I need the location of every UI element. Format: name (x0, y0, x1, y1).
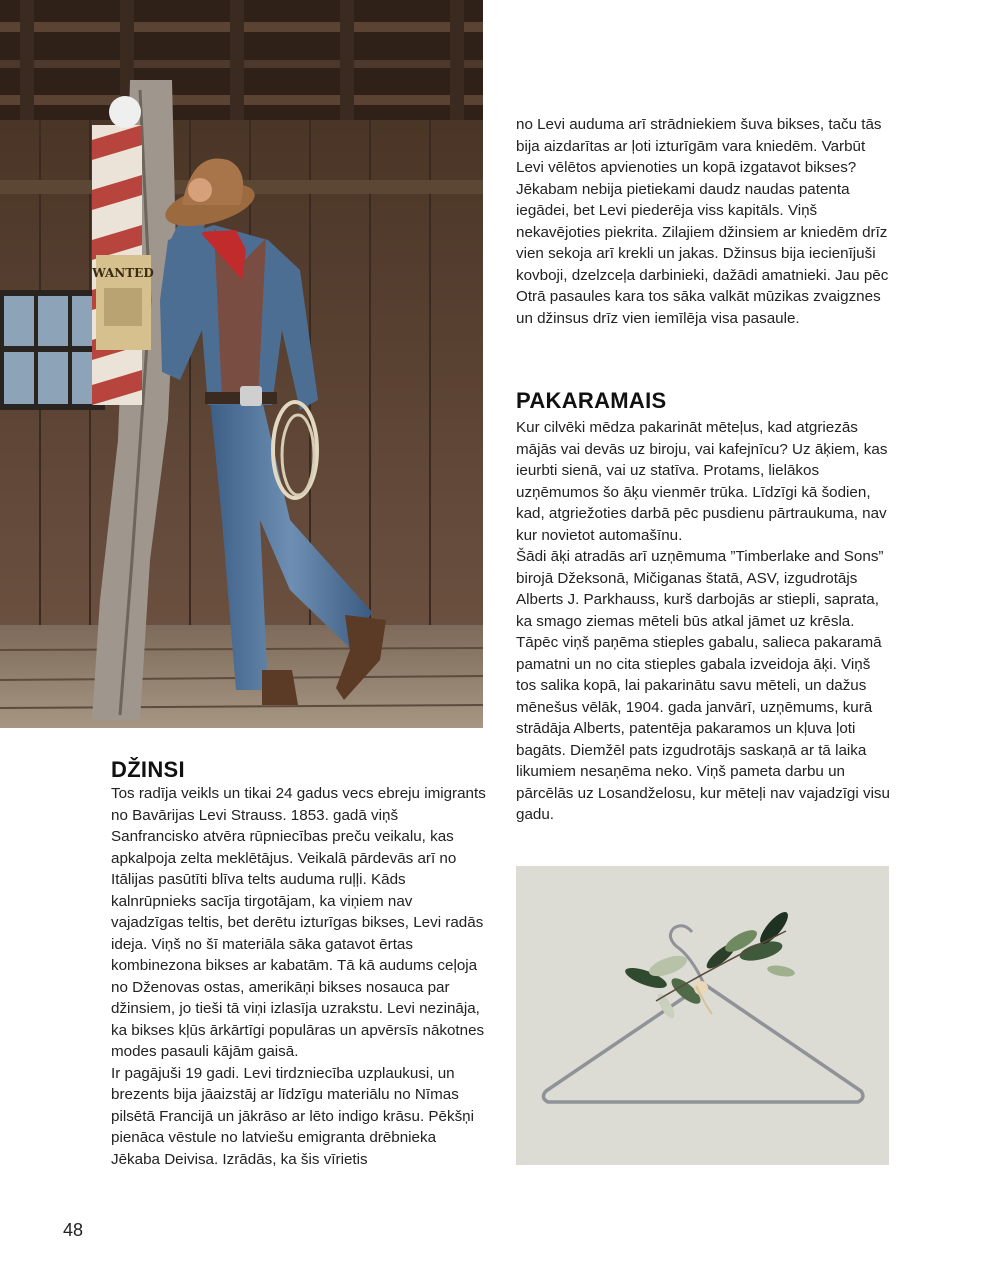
cowboy-illustration (0, 0, 483, 728)
hanger-section-text (516, 417, 891, 826)
cowboy-photo (0, 0, 483, 728)
page-number: 48 (63, 1220, 84, 1240)
jeans-section-text (111, 783, 487, 1170)
hanger-paragraph-1: Kur cilvēki mēdza pakarināt mēteļus, kad atgriezās mājās vai devās uz biroju, vai kafejnīcu? Uz āķiem, kas ieurbti sienā, vai uz statīva. Protams, lielākos uzņēmumos šo āķu vienmēr trūka. Līdzīgi kā šodien, kad, atgriežoties darbā pēc pusdienu pārtraukuma, nav kur novietot automašīnu. (516, 419, 888, 544)
hanger-illustration (516, 866, 889, 1165)
hanger-paragraph-2: Šādi āķi atradās arī uzņēmuma ”Timberlake and Sons” birojā Džeksonā, Mičiganas štatā, ASV, izgudrotājs Alberts J. Parkhauss, kurš darbojās ar stiepli, saprata, ka smago ziemas mēteli būs atkal jāmet uz krēsla. Tāpēc viņš paņēma stieples gabalu, salieca pakaramā pamatni un no cita stieples gabala izveidoja āķi. Viņš tos salika kopā, lai pakarinātu savu mēteli, un dažus mēnešus vēlāk, 1904. gada janvārī, uzņēmums, kurā strādāja Alberts, patentēja pakaramos un kļuva ļoti bagāts. Diemžēl pats izgudrotājs saskaņā ar tā laika likumiem nesaņēma neko. Viņš pameta darbu un pārcēlās uz Losandželosu, kur mēteļi nav vajadzīgi visu gadu. (516, 548, 890, 823)
hanger-section-heading: PAKARAMAIS (516, 388, 667, 413)
jeans-paragraph-1: Tos radīja veikls un tikai 24 gadus vecs ebreju imigrants no Bavārijas Levi Strauss. 1853. gadā viņš Sanfrancisko atvēra rūpniecības preču veikalu, kas apkalpoja zelta meklētājus. Veikalā pārdevās arī no Itālijas pasūtīti blīva telts auduma ruļļi. Kāds kalnrūpnieks sacīja tirgotājam, ka viņiem nav vajadzīgas teltis, bet derētu izturīgas bikses, Levi radās ideja. Viņš no šī materiāla sāka gatavot ērtas kombinezona bikses ar kabatām. Tā kā audums ceļoja no Dženovas ostas, amerikāņi bikses nosauca par džinsiem, jo tieši tā viņi izlasīja uzrakstu. Levi nezināja, ka bikses kļūs ārkārtīgi populāras un apvērsīs nākotnes modes pasauli kājām gaisā. (111, 785, 486, 1060)
continuation-paragraph: no Levi auduma arī strādniekiem šuva bikses, taču tās bija aizdarītas ar ļoti izturīgām vara kniedēm. Varbūt Levi vēlētos apvienoties un kopā izgatavot bikses? Jēkabam nebija pietiekami daudz naudas patenta iegādei, bet Levi piederēja viss kapitāls. Viņš nekavējoties piekrita. Zilajiem džinsiem ar kniedēm drīz vien sekoja arī krekli un jakas. Džinsus bija iecienījuši kovboji, dzelzceļa darbinieki, dažādi amatnieki. Jau pēc Otrā pasaules kara tos sāka valkāt mūzikas zvaigznes un džinsus drīz vien iemīlēja visa pasaule. (516, 116, 889, 327)
jeans-story-continuation (516, 114, 891, 329)
jeans-paragraph-2: Ir pagājuši 19 gadi. Levi tirdzniecība uzplaukusi, un brezents bija jāaizstāj ar līdzīgu materiālu no Nīmas pilsētā Francijā un jākrāso ar lēto indigo krāsu. Pēkšņi pienāca vēstule no latviešu emigranta drēbnieka Jēkaba Deivisa. Izrādās, ka šis vīrietis (111, 1064, 474, 1168)
hanger-photo (516, 866, 889, 1165)
wanted-poster-text: WANTED (92, 266, 154, 280)
jeans-section-heading: DŽINSI (111, 757, 185, 782)
